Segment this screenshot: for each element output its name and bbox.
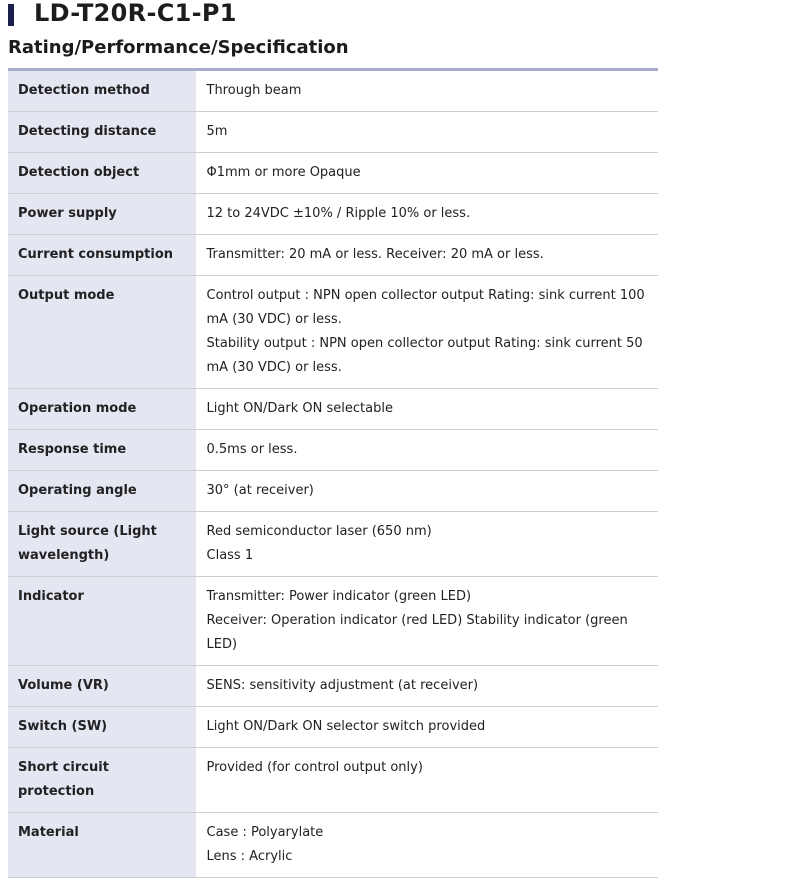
spec-value-line: Transmitter: Power indicator (green LED) [206, 589, 472, 604]
table-row [8, 235, 658, 276]
spec-value-line: 12 to 24VDC ±10% / Ripple 10% or less. [206, 206, 471, 221]
spec-label: Power supply [8, 194, 196, 235]
table-row [8, 153, 658, 194]
spec-label: Material [8, 813, 196, 878]
spec-value [196, 707, 658, 748]
table-row [8, 666, 658, 707]
spec-value [196, 813, 658, 878]
spec-label: Current consumption [8, 235, 196, 276]
spec-value [196, 389, 658, 430]
spec-value-line: Receiver: Operation indicator (red LED) Stability indicator (green LED) [206, 613, 628, 652]
spec-value-line: Φ1mm or more Opaque [206, 165, 361, 180]
table-row [8, 512, 658, 577]
spec-label: Light source (Light wavelength) [8, 512, 196, 577]
spec-value [196, 276, 658, 389]
spec-label: Operation mode [8, 389, 196, 430]
table-row [8, 471, 658, 512]
spec-table-body [8, 70, 658, 878]
spec-label: Detecting distance [8, 112, 196, 153]
spec-value-line: Lens : Acrylic [206, 849, 293, 864]
spec-value [196, 70, 658, 112]
spec-label: Volume (VR) [8, 666, 196, 707]
spec-value-line: Through beam [206, 83, 302, 98]
spec-value [196, 748, 658, 813]
spec-value-line: Case : Polyarylate [206, 825, 324, 840]
spec-value-line: 0.5ms or less. [206, 442, 298, 457]
table-row [8, 276, 658, 389]
table-row [8, 112, 658, 153]
title-accent-bar [8, 4, 14, 26]
spec-value [196, 577, 658, 666]
table-row [8, 194, 658, 235]
spec-label: Detection method [8, 70, 196, 112]
table-row [8, 70, 658, 112]
spec-value [196, 194, 658, 235]
spec-label: Detection object [8, 153, 196, 194]
table-row [8, 707, 658, 748]
spec-value-line: Provided (for control output only) [206, 760, 423, 775]
table-row [8, 748, 658, 813]
section-title: Rating/Performance/Specification [8, 37, 349, 58]
spec-value-line: 5m [206, 124, 228, 139]
spec-value-line: Light ON/Dark ON selector switch provided [206, 719, 486, 734]
spec-value [196, 153, 658, 194]
spec-value-line: 30° (at receiver) [206, 483, 314, 498]
page-title: LD-T20R-C1-P1 [34, 0, 237, 27]
spec-value [196, 666, 658, 707]
table-row [8, 389, 658, 430]
spec-label: Indicator [8, 577, 196, 666]
spec-value-line: Control output : NPN open collector output Rating: sink current 100 mA (30 VDC) or less. [206, 288, 645, 327]
spec-value-line: Transmitter: 20 mA or less. Receiver: 20 mA or less. [206, 247, 544, 262]
spec-value-line: SENS: sensitivity adjustment (at receiver) [206, 678, 479, 693]
spec-table [8, 68, 658, 878]
spec-label: Response time [8, 430, 196, 471]
spec-value-line: Light ON/Dark ON selectable [206, 401, 393, 416]
spec-label: Short circuit protection [8, 748, 196, 813]
spec-value [196, 235, 658, 276]
spec-value [196, 512, 658, 577]
table-row [8, 577, 658, 666]
spec-label: Operating angle [8, 471, 196, 512]
table-row [8, 813, 658, 878]
table-row [8, 430, 658, 471]
spec-value [196, 430, 658, 471]
spec-label: Output mode [8, 276, 196, 389]
spec-value-line: Class 1 [206, 548, 254, 563]
spec-value-line: Stability output : NPN open collector output Rating: sink current 50 mA (30 VDC) or less. [206, 336, 643, 375]
spec-value [196, 471, 658, 512]
spec-value-line: Red semiconductor laser (650 nm) [206, 524, 432, 539]
spec-label: Switch (SW) [8, 707, 196, 748]
spec-value [196, 112, 658, 153]
